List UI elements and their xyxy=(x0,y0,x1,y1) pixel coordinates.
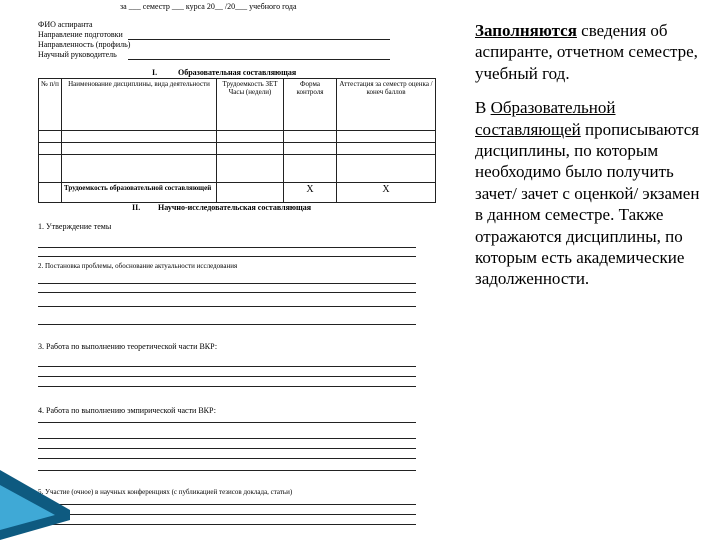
x-mark-attestation: X xyxy=(337,183,436,203)
note-educational-component xyxy=(475,97,705,290)
note2-underlined: Образовательной составляющей xyxy=(475,98,616,139)
item-3: 3. Работа по выполнению теоретической части ВКР: xyxy=(38,342,218,351)
note2-prefix: В xyxy=(475,98,491,118)
explanation-text xyxy=(475,20,705,290)
note1-underlined: Заполняются xyxy=(475,21,577,40)
field-supervisor: Научный руководитель xyxy=(38,50,117,59)
item-2: 2. Постановка проблемы, обоснование актуальности исследования xyxy=(38,262,238,270)
note1-text: сведения об аспиранте, отчетном семестре, учебный год. xyxy=(475,21,698,83)
section1-title: Образовательная составляющая xyxy=(178,68,297,77)
discipline-table xyxy=(38,78,436,203)
col-header-num: № п/п xyxy=(39,79,62,131)
x-mark-control: X xyxy=(284,183,337,203)
section2-number: II. xyxy=(132,203,141,212)
form-top-line: за ___ семестр ___ курса 20__ /20___ учебного года xyxy=(120,2,297,11)
field-student-name: ФИО аспиранта xyxy=(38,20,93,29)
field-profile: Направленность (профиль) xyxy=(38,40,131,49)
col-header-control: Форма контроля xyxy=(284,79,337,131)
col-header-discipline: Наименование дисциплины, вида деятельности xyxy=(62,79,217,131)
decorative-ribbon xyxy=(0,430,70,540)
note2-text: прописываются дисциплины, по которым необходимо было получить зачет/ зачет с оценкой/ экзамен в данном семестре. Также отражаются дисциплины, по которым есть академические задолженности. xyxy=(475,119,700,289)
item-5: 5. Участие (очное) в научных конференциях (с публикацией тезисов доклада, статьи) xyxy=(38,488,293,496)
total-workload-label: Трудоемкость образовательной составляющей xyxy=(62,183,217,203)
item-4: 4. Работа по выполнению эмпирической части ВКР: xyxy=(38,406,216,415)
section1-number: I. xyxy=(152,68,158,77)
note-personal-data xyxy=(475,20,705,84)
section2-title: Научно-исследовательская составляющая xyxy=(158,203,312,212)
field-direction: Направление подготовки xyxy=(38,30,123,39)
item-1: 1. Утверждение темы xyxy=(38,222,112,231)
col-header-attestation: Аттестация за семестр оценка / конеч баллов xyxy=(337,79,436,131)
col-header-workload: Трудоемкость ЗЕТ Часы (недели) xyxy=(217,79,284,131)
form-scan-image xyxy=(28,0,438,540)
